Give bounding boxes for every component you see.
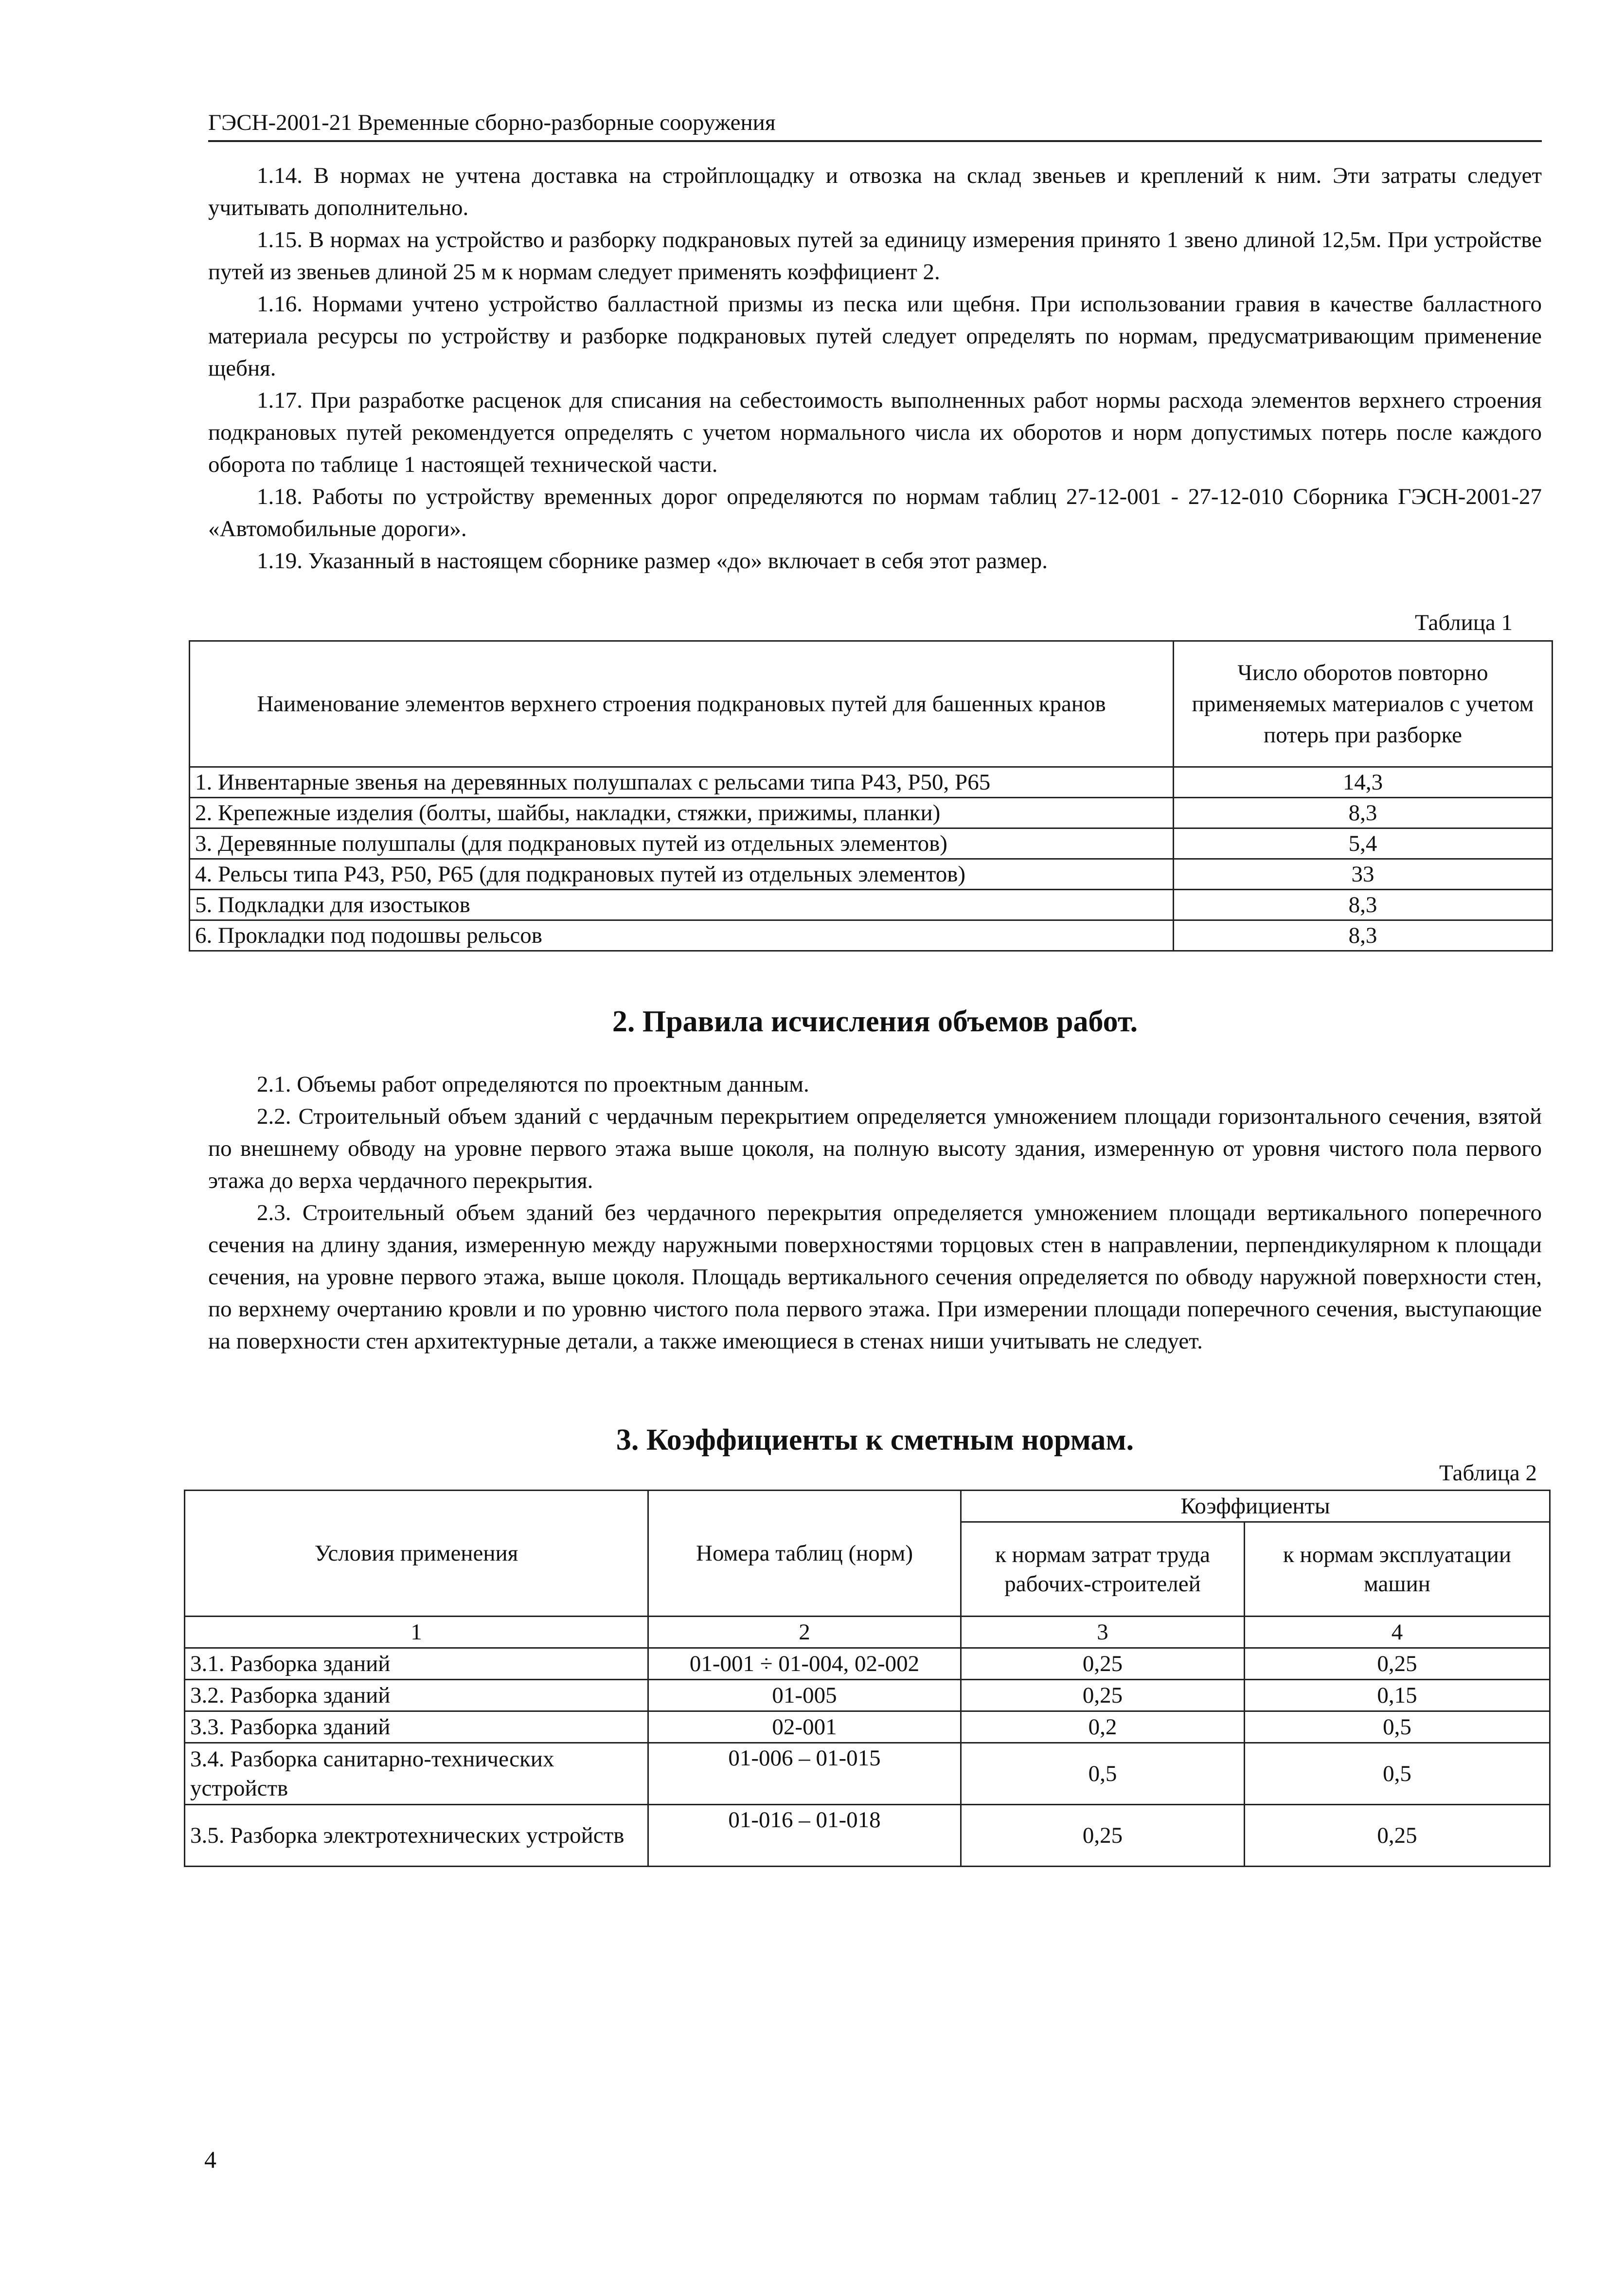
table2-cell-machines: 0,5 xyxy=(1245,1711,1550,1743)
table2-header-conditions: Условия применения xyxy=(185,1491,648,1617)
table1-cell-value: 8,3 xyxy=(1174,798,1553,828)
table-row xyxy=(190,890,1553,920)
table2-cell-machines: 0,25 xyxy=(1245,1648,1550,1680)
table1-col1-header: Наименование элементов верхнего строения подкрановых путей для башенных кранов xyxy=(190,641,1174,767)
table2-caption: Таблица 2 xyxy=(1439,1460,1537,1486)
table1-cell-name: 6. Прокладки под подошвы рельсов xyxy=(190,920,1174,951)
paragraph-2-1: 2.1. Объемы работ определяются по проектным данным. xyxy=(257,1072,809,1097)
table1-cell-value: 14,3 xyxy=(1174,767,1553,798)
table2-cell-labor: 0,2 xyxy=(961,1711,1245,1743)
section2-paragraphs xyxy=(208,1068,1542,1357)
table-row xyxy=(185,1648,1550,1680)
table2-cell-condition: 3.3. Разборка зданий xyxy=(185,1711,648,1743)
table2-cell-condition: 3.1. Разборка зданий xyxy=(185,1648,648,1680)
table1-cell-name: 2. Крепежные изделия (болты, шайбы, накладки, стяжки, прижимы, планки) xyxy=(190,798,1174,828)
table2-col-number: 1 xyxy=(185,1617,648,1648)
table-row xyxy=(190,798,1553,828)
table2-col-number: 2 xyxy=(648,1617,961,1648)
table2-header-table-numbers: Номера таблиц (норм) xyxy=(648,1491,961,1617)
table2-cell-labor: 0,25 xyxy=(961,1648,1245,1680)
table2-cell-machines: 0,25 xyxy=(1245,1805,1550,1867)
running-header: ГЭСН-2001-21 Временные сборно-разборные сооружения xyxy=(208,108,1542,142)
table-row xyxy=(185,1680,1550,1711)
table2-col-number: 4 xyxy=(1245,1617,1550,1648)
table1-cell-value: 8,3 xyxy=(1174,890,1553,920)
table1-col2-header: Число оборотов повторно применяемых материалов с учетом потерь при разборке xyxy=(1174,641,1553,767)
table2-header-row-1 xyxy=(185,1491,1550,1522)
paragraph-1-17: 1.17. При разработке расценок для списания на себестоимость выполненных работ нормы расхода элементов верхнего строения подкрановых путей рекомендуется определять с учетом нормального числа их оборотов и норм допустимых потерь после каждого оборота по таблице 1 настоящей технической части. xyxy=(208,388,1542,477)
table2-header-labor: к нормам затрат труда рабочих-строителей xyxy=(961,1522,1245,1617)
table1-cell-value: 33 xyxy=(1174,859,1553,890)
table2-cell-tables: 01-016 – 01-018 xyxy=(648,1805,961,1867)
table2-cell-tables: 01-006 – 01-015 xyxy=(648,1743,961,1805)
table1-cell-name: 5. Подкладки для изостыков xyxy=(190,890,1174,920)
paragraph-2-2: 2.2. Строительный объем зданий с чердачным перекрытием определяется умножением площади горизонтального сечения, взятой по внешнему обводу на уровне первого этажа выше цоколя, на полную высоту здания, измеренную от уровня чистого пола первого этажа до верха чердачного перекрытия. xyxy=(208,1104,1542,1193)
table1-cell-name: 4. Рельсы типа Р43, Р50, Р65 (для подкрановых путей из отдельных элементов) xyxy=(190,859,1174,890)
paragraph-1-15: 1.15. В нормах на устройство и разборку подкрановых путей за единицу измерения принято 1 звено длиной 12,5м. При устройстве путей из звеньев длиной 25 м к нормам следует применять коэффициент 2. xyxy=(208,227,1542,285)
table-row xyxy=(185,1743,1550,1805)
table2-header-machines: к нормам эксплуатации машин xyxy=(1245,1522,1550,1617)
table2-cell-condition: 3.4. Разборка санитарно-технических устройств xyxy=(185,1743,648,1805)
table1 xyxy=(189,640,1553,952)
table1-cell-name: 3. Деревянные полушпалы (для подкрановых путей из отдельных элементов) xyxy=(190,828,1174,859)
table1-cell-value: 8,3 xyxy=(1174,920,1553,951)
section3-title: 3. Коэффициенты к сметным нормам. xyxy=(616,1423,1134,1456)
paragraph-1-14: 1.14. В нормах не учтена доставка на стройплощадку и отвозка на склад звеньев и креплений к ним. Эти затраты следует учитывать дополнительно. xyxy=(208,163,1542,220)
table2-cell-machines: 0,15 xyxy=(1245,1680,1550,1711)
paragraph-2-3: 2.3. Строительный объем зданий без чердачного перекрытия определяется умножением площади вертикального поперечного сечения на длину здания, измеренную между наружными поверхностями торцовых стен в направлении, перпендикулярном к площади сечения, на уровне первого этажа, выше цоколя. Площадь вертикального сечения определяется по обводу наружной поверхности стен, по верхнему очертанию кровли и по уровню чистого пола первого этажа. При измерении площади поперечного сечения, выступающие на поверхности стен архитектурные детали, а также имеющиеся в стенах ниши учитывать не следует. xyxy=(208,1200,1542,1354)
table2-cell-labor: 0,5 xyxy=(961,1743,1245,1805)
page-number: 4 xyxy=(204,2146,216,2173)
table2-cell-condition: 3.2. Разборка зданий xyxy=(185,1680,648,1711)
table2-cell-tables: 01-001 ÷ 01-004, 02-002 xyxy=(648,1648,961,1680)
paragraph-1-18: 1.18. Работы по устройству временных дорог определяются по нормам таблиц 27-12-001 - 27-12-010 Сборника ГЭСН-2001-27 «Автомобильные дороги». xyxy=(208,484,1542,541)
table1-cell-value: 5,4 xyxy=(1174,828,1553,859)
paragraph-1-16: 1.16. Нормами учтено устройство балластной призмы из песка или щебня. При использовании гравия в качестве балластного материала ресурсы по устройству и разборке подкрановых путей следует определять по нормам, предусматривающим применение щебня. xyxy=(208,291,1542,381)
table1-header-row xyxy=(190,641,1553,767)
table-row xyxy=(185,1711,1550,1743)
table1-caption: Таблица 1 xyxy=(1414,610,1513,635)
table2 xyxy=(184,1490,1551,1867)
table2-col-number: 3 xyxy=(961,1617,1245,1648)
table1-cell-name: 1. Инвентарные звенья на деревянных полушпалах с рельсами типа Р43, Р50, Р65 xyxy=(190,767,1174,798)
table-row xyxy=(185,1805,1550,1867)
table-row xyxy=(190,828,1553,859)
table2-cell-tables: 02-001 xyxy=(648,1711,961,1743)
table2-column-numbers-row xyxy=(185,1617,1550,1648)
intro-paragraphs xyxy=(208,160,1542,577)
table2-cell-condition: 3.5. Разборка электротехнических устройств xyxy=(185,1805,648,1867)
table2-cell-labor: 0,25 xyxy=(961,1805,1245,1867)
table-row xyxy=(190,767,1553,798)
section2-title: 2. Правила исчисления объемов работ. xyxy=(612,1005,1138,1038)
table-row xyxy=(190,859,1553,890)
paragraph-1-19: 1.19. Указанный в настоящем сборнике размер «до» включает в себя этот размер. xyxy=(257,548,1048,574)
table2-header-coefficients: Коэффициенты xyxy=(961,1491,1550,1522)
table2-cell-labor: 0,25 xyxy=(961,1680,1245,1711)
table2-cell-machines: 0,5 xyxy=(1245,1743,1550,1805)
table-row xyxy=(190,920,1553,951)
table2-cell-tables: 01-005 xyxy=(648,1680,961,1711)
